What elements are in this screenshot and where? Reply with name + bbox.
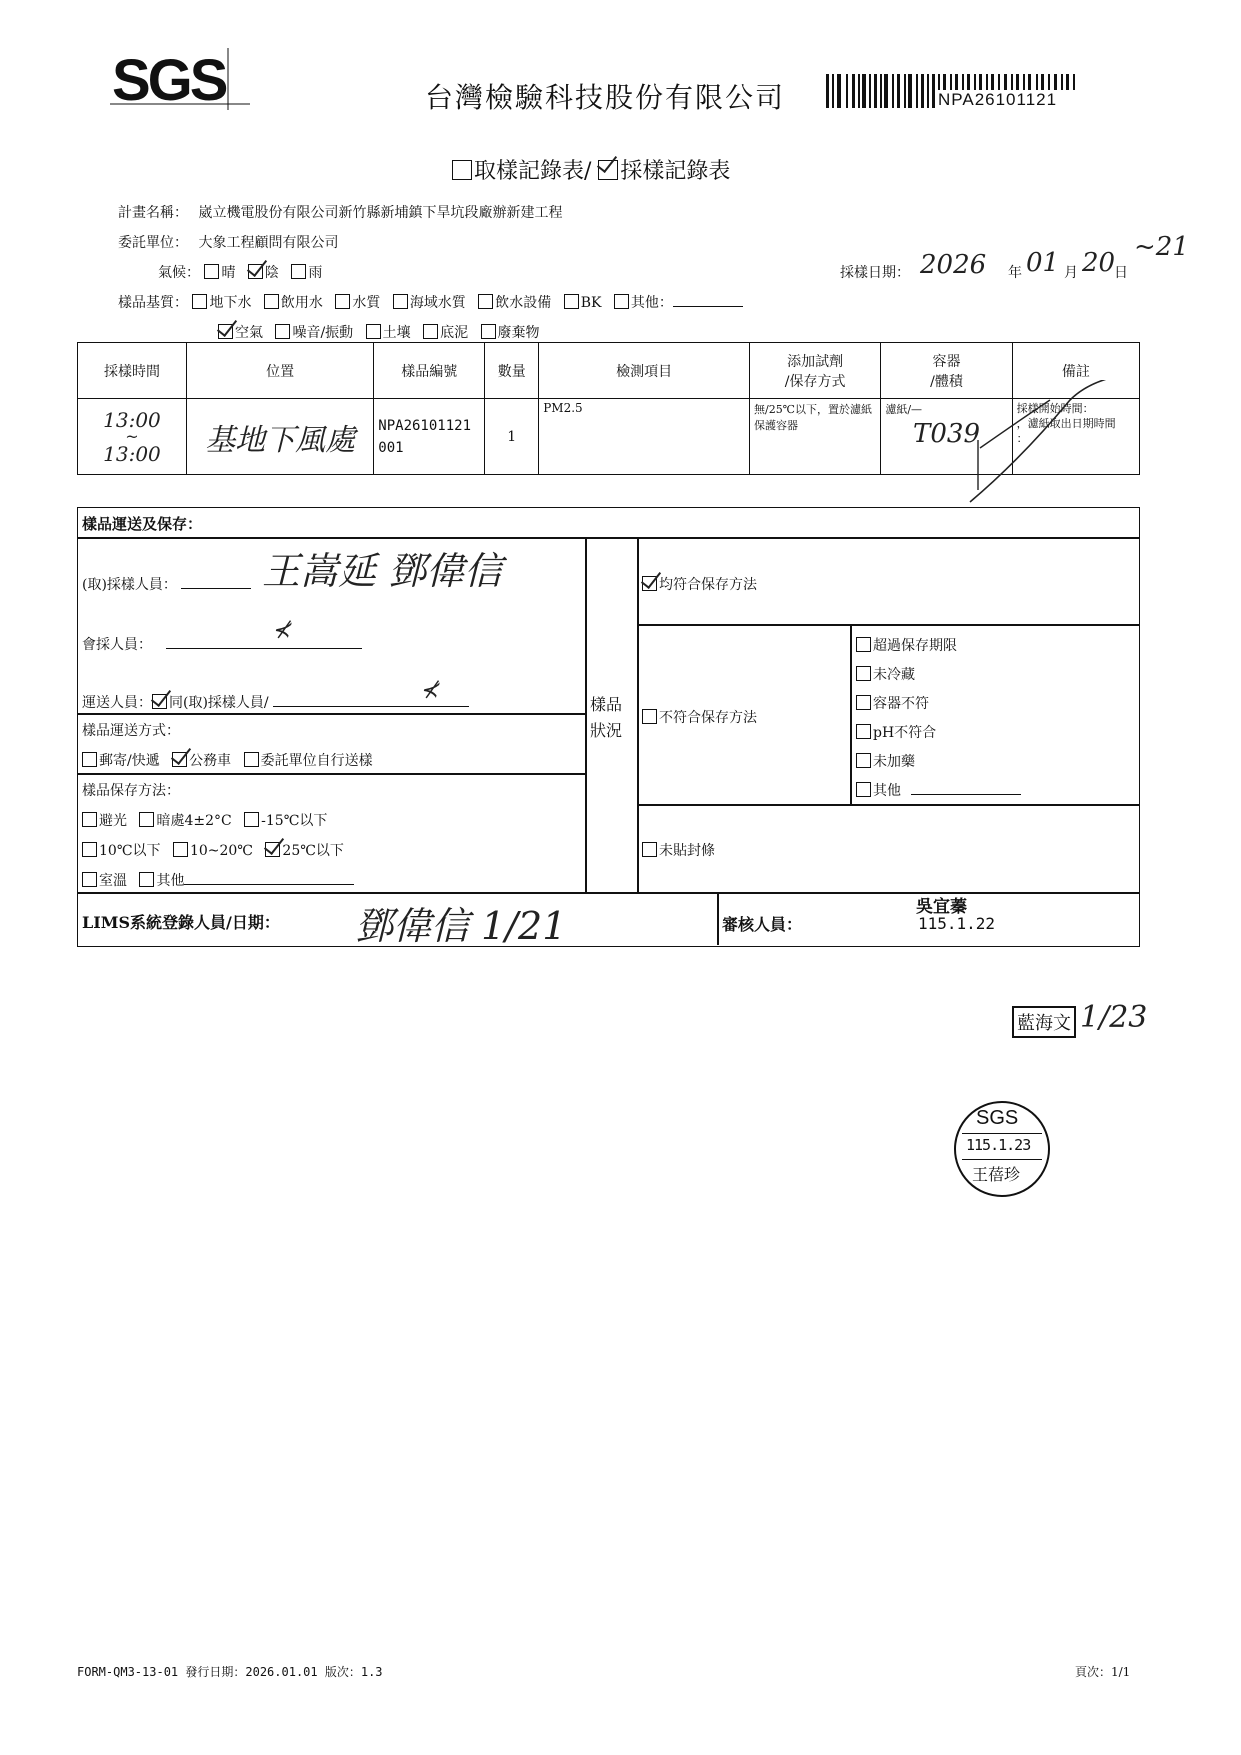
matrix-checkbox[interactable] [366, 324, 381, 339]
project-label: 計畫名稱： [118, 205, 188, 221]
matrix-checkbox[interactable] [478, 294, 493, 309]
storage-option: 10℃以下 [99, 843, 161, 859]
storage-option: 避光 [99, 813, 127, 829]
header-note: 備註 [1012, 343, 1139, 399]
container-hw: T039 [913, 419, 980, 449]
storage-option: 暗處4±2°C [156, 813, 232, 829]
form-id: FORM-QM3-13-01 發行日期：2026.01.01 版次：1.3 [77, 1665, 383, 1679]
barcode [826, 72, 1106, 112]
sample-no-line2: 001 [378, 439, 404, 456]
note-line3: ： [1016, 432, 1028, 445]
carrier-hw: ⊀ [420, 678, 439, 703]
blue-stamp-date-hw: 1/23 [1080, 1000, 1148, 1035]
sample-no-line1: NPA26101121 [378, 417, 471, 434]
matrix-checkbox[interactable] [192, 294, 207, 309]
matrix-option: 噪音/振動 [292, 325, 354, 341]
nonconform-checkbox[interactable] [856, 666, 871, 681]
storage-checkbox[interactable] [82, 872, 97, 887]
unsealed-checkbox[interactable] [642, 842, 657, 857]
status-ok-checkbox[interactable] [642, 576, 657, 591]
header-location: 位置 [186, 343, 373, 399]
date-month-unit: 月 [1064, 265, 1078, 281]
matrix-option: 地下水 [209, 295, 252, 311]
co-sampler-row [82, 634, 362, 654]
project-row [118, 202, 562, 222]
cell-sample-no [374, 399, 485, 475]
storage-option: 25℃以下 [282, 843, 344, 859]
form-title [452, 154, 730, 185]
date-month-hw: 01 [1026, 248, 1060, 278]
header-sample-no: 樣品編號 [374, 343, 485, 399]
matrix-option: 廢棄物 [497, 325, 540, 341]
title-checkbox-2[interactable] [598, 160, 618, 180]
storage-checkbox[interactable] [82, 812, 97, 827]
matrix-checkbox[interactable] [275, 324, 290, 339]
svg-text:SGS: SGS [112, 48, 226, 110]
unsealed-row [642, 840, 715, 860]
weather-label: 氣候： [158, 265, 200, 281]
title-checkbox-1[interactable] [452, 160, 472, 180]
client-row [118, 232, 338, 252]
matrix-option: 土壤 [382, 325, 411, 341]
nonconform-checkbox[interactable] [856, 695, 871, 710]
header-reagent: 添加試劑 /保存方式 [749, 343, 880, 399]
reviewer-date: 115.1.22 [918, 914, 996, 933]
unsealed-label: 未貼封條 [659, 843, 715, 859]
note-strike-mark [960, 380, 1130, 510]
method-option: 委託單位自行送樣 [260, 753, 373, 769]
storage-row-1 [82, 810, 335, 830]
matrix-row-1 [118, 292, 751, 312]
nonconform-checkbox[interactable] [856, 753, 871, 768]
company-name: 台灣檢驗科技股份有限公司 [425, 81, 786, 114]
blue-stamp-name: 藍海文 [1017, 1013, 1071, 1034]
barcode-text: NPA26101121 [938, 90, 1058, 109]
matrix-option: 水質 [352, 295, 381, 311]
location-hw: 基地下風處 [205, 422, 356, 458]
header-container: 容器 /體積 [881, 343, 1012, 399]
header-qty: 數量 [485, 343, 539, 399]
transport-title: 樣品運送及保存： [82, 515, 203, 533]
sampler-label: (取)採樣人員： [82, 577, 177, 593]
nonconform-checkbox[interactable] [856, 724, 871, 739]
blue-name-stamp [1012, 1006, 1076, 1038]
carrier-checkbox[interactable] [152, 694, 167, 709]
method-checkbox-mail[interactable] [82, 752, 97, 767]
storage-option: 室溫 [99, 873, 127, 889]
weather-cloudy-label: 陰 [264, 265, 279, 281]
weather-checkbox-rain[interactable] [291, 264, 306, 279]
time-end-hw: 13:00 [103, 441, 161, 466]
reviewer-label: 審核人員： [722, 915, 803, 934]
co-sampler-label: 會採人員： [82, 637, 152, 653]
matrix-option: 海域水質 [409, 295, 466, 311]
cell-item: PM2.5 [539, 399, 750, 475]
storage-checkbox-25c[interactable] [265, 842, 280, 857]
matrix-checkbox[interactable] [614, 294, 629, 309]
nonconform-list [856, 632, 1021, 806]
project-value: 崴立機電股份有限公司新竹縣新埔鎮下旱坑段廠辦新建工程 [198, 205, 563, 221]
matrix-option: 其他： [630, 295, 673, 311]
sampler-row [82, 574, 251, 594]
cell-time [78, 399, 187, 475]
matrix-checkbox[interactable] [335, 294, 350, 309]
date-label: 採樣日期： [840, 265, 910, 281]
sampler-hw: 王嵩延 鄧偉信 [262, 549, 503, 593]
storage-checkbox[interactable] [82, 842, 97, 857]
status-label [590, 692, 622, 744]
weather-sunny-label: 晴 [221, 265, 236, 281]
matrix-row-2 [218, 322, 548, 342]
status-ok-label: 均符合保存方法 [659, 577, 757, 593]
title-opt2-label: 採樣記錄表 [620, 159, 731, 184]
matrix-option: 空氣 [235, 325, 263, 341]
header-time: 採樣時間 [78, 343, 187, 399]
cell-qty: 1 [485, 399, 539, 475]
weather-row [150, 262, 330, 282]
lims-label: LIMS系統登錄人員/日期： [82, 913, 280, 932]
client-value: 大象工程顧問有限公司 [198, 235, 339, 251]
matrix-checkbox[interactable] [264, 294, 279, 309]
storage-checkbox[interactable] [139, 812, 154, 827]
nonconform-checkbox[interactable] [856, 782, 871, 797]
nonconform-option: pH不符合 [873, 725, 937, 741]
method-label: 樣品運送方式： [82, 723, 180, 739]
note-line1: 採樣開始時間： [1016, 402, 1094, 415]
sgs-stamp-name: 王蓓珍 [972, 1165, 1021, 1184]
cell-reagent: 無/25℃以下，置於濾紙保護容器 [749, 399, 880, 475]
cell-location [186, 399, 373, 475]
sampling-date [840, 262, 910, 282]
sgs-stamp-date: 115.1.23 [966, 1136, 1031, 1154]
carrier-opt: 同(取)採樣人員/ [169, 695, 269, 711]
method-option: 郵寄/快遞 [99, 753, 160, 769]
date-day-hw: 20 [1082, 248, 1116, 278]
matrix-option: 底泥 [440, 325, 469, 341]
storage-label: 樣品保存方法： [82, 783, 180, 799]
matrix-option: 飲用水 [280, 295, 323, 311]
nonconform-option: 容器不符 [873, 696, 929, 712]
storage-option: -15℃以下 [261, 813, 328, 829]
sgs-round-stamp [954, 1101, 1050, 1197]
weather-checkbox-sunny[interactable] [204, 264, 219, 279]
container-text: 濾紙/— [885, 403, 923, 416]
carrier-label: 運送人員： [82, 695, 152, 711]
method-option: 公務車 [189, 753, 232, 769]
matrix-checkbox[interactable] [481, 324, 496, 339]
matrix-option: 飲水設備 [495, 295, 552, 311]
client-label: 委託單位： [118, 235, 188, 251]
time-start-hw: 13:00 [103, 407, 161, 432]
matrix-checkbox[interactable] [564, 294, 579, 309]
nonconform-checkbox[interactable] [856, 637, 871, 652]
weather-rain-label: 雨 [308, 265, 323, 281]
date-year-unit: 年 [1008, 265, 1022, 281]
storage-option: 其他 [156, 873, 185, 889]
storage-row-3 [82, 870, 362, 890]
method-checkbox-car[interactable] [172, 752, 187, 767]
header-item: 檢測項目 [539, 343, 750, 399]
sgs-logo [110, 48, 240, 108]
nonconform-option: 其他 [873, 783, 901, 799]
page-number: 頁次：1/1 [1075, 1665, 1131, 1679]
lims-hw: 鄧偉信 1/21 [355, 904, 567, 948]
date-extra-hw: ~21 [1134, 232, 1189, 262]
matrix-option: BK [580, 295, 602, 311]
matrix-checkbox[interactable] [393, 294, 408, 309]
matrix-label: 樣品基質： [118, 295, 188, 311]
status-not-ok-row [642, 707, 757, 727]
storage-checkbox[interactable] [139, 872, 154, 887]
status-label-1: 樣品 [590, 695, 623, 714]
weather-checkbox-cloudy[interactable] [248, 264, 263, 279]
title-opt1-label: 取樣記錄表/ [474, 159, 592, 184]
nonconform-option: 未冷藏 [873, 667, 915, 683]
method-row [82, 750, 381, 770]
note-line2: ，濾紙取出日期時間 [1016, 417, 1116, 430]
matrix-checkbox[interactable] [423, 324, 438, 339]
sgs-stamp-top: SGS [976, 1107, 1019, 1129]
date-day-unit: 日 [1114, 265, 1128, 281]
carrier-row [82, 692, 469, 712]
storage-checkbox[interactable] [173, 842, 188, 857]
storage-row-2 [82, 840, 352, 860]
status-label-2: 狀況 [590, 721, 623, 740]
status-ok-row [642, 574, 757, 594]
status-not-ok-checkbox[interactable] [642, 709, 657, 724]
nonconform-option: 未加藥 [873, 754, 915, 770]
storage-checkbox[interactable] [244, 812, 259, 827]
matrix-checkbox-air[interactable] [218, 324, 233, 339]
co-sampler-hw: ⊀ [272, 618, 291, 643]
nonconform-option: 超過保存期限 [873, 638, 957, 654]
method-checkbox-client[interactable] [244, 752, 259, 767]
status-not-ok-label: 不符合保存方法 [659, 710, 757, 726]
time-sep-hw: ~ [125, 426, 139, 446]
storage-option: 10~20℃ [189, 843, 253, 859]
date-year-hw: 2026 [920, 250, 987, 280]
reviewer-name: 吳宜蓁 [916, 897, 967, 917]
